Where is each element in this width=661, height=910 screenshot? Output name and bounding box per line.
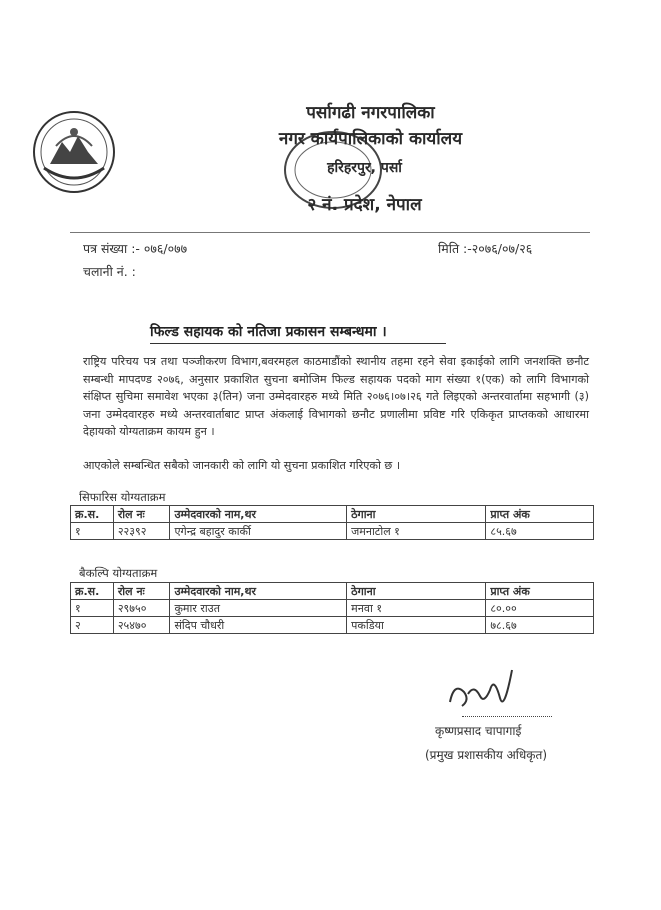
body-paragraph: राष्ट्रिय परिचय पत्र तथा पञ्जीकरण विभाग,बवरमहल काठमाडौंको स्थानीय तहमा रहने सेवा इकाईको लागि जनशक्ति छनौट सम्बन्धी मापदण्ड २०७६, अनुसार प्रकाशित सुचना बमोजिम फिल्ड सहायक पदको माग संख्या १(एक) को लागि विभागको संक्षिप्त सुचिमा समावेश भएका ३(तिन) जना उम्मेदवारहरु मध्ये मिति २०७६।०७।२६ गते लिइएको अन्तरवार्तामा सहभागी (३) जना उम्मेदवारहरु मध्ये अन्तरवार्ताबाट प्राप्त अंकलाई विभागको छनौट प्रणालीमा प्रविष्ट गरि एकिकृत प्राप्तकको आधारमा देहायको योग्यताक्रम कायम हुन । <box>83 355 589 438</box>
col-name: उम्मेदवारको नाम,थर <box>170 583 347 600</box>
letter-date: मिति :-२०७६/०७/२६ <box>438 241 533 256</box>
cell-name: कुमार राउत <box>170 600 347 617</box>
header-divider <box>70 232 590 233</box>
reference-number: पत्र संख्या :- ०७६/०७७ <box>83 241 188 256</box>
col-address: ठेगाना <box>347 583 486 600</box>
header-office-name: नगर कार्यपालिकाको कार्यालय <box>278 129 463 149</box>
cell-name: एगेन्द्र बहादुर कार्की <box>170 523 347 540</box>
alternate-list-title: बैकल्पि योग्यताक्रम <box>79 566 158 580</box>
cell-address: पकडिया <box>347 617 486 634</box>
recommended-table <box>70 505 594 540</box>
cell-address: मनवा १ <box>347 600 486 617</box>
cell-name: संदिप चौधरी <box>170 617 347 634</box>
recommended-list-title: सिफारिस योग्यताक्रम <box>79 490 166 504</box>
table-header-row <box>71 583 594 600</box>
alternate-table <box>70 582 594 634</box>
cell-roll: २९७५० <box>113 600 170 617</box>
col-roll: रोल नः <box>113 583 170 600</box>
col-address: ठेगाना <box>347 506 486 523</box>
body-closing-paragraph: आएकोले सम्बन्धित सबैको जानकारी को लागि यो सुचना प्रकाशित गरिएको छ । <box>83 459 401 472</box>
cell-score: ७८.६७ <box>486 617 594 634</box>
cell-address: जमनाटोल १ <box>347 523 486 540</box>
col-score: प्राप्त अंक <box>486 583 594 600</box>
cell-score: ८५.६७ <box>486 523 594 540</box>
dispatch-number: चलानी नं. : <box>83 264 136 279</box>
col-roll: रोल नः <box>113 506 170 523</box>
signature-icon <box>440 662 530 722</box>
header-address: हरिहरपुर, पर्सा <box>327 160 402 176</box>
col-score: प्राप्त अंक <box>486 506 594 523</box>
col-serial: क्र.स. <box>71 583 114 600</box>
header-province: २ नं. प्रदेश, नेपाल <box>307 195 422 215</box>
table-row <box>71 617 594 634</box>
signature-line <box>462 716 552 717</box>
signatory-name: कृष्णप्रसाद चापागाई <box>435 724 522 738</box>
cell-roll: २२३९२ <box>113 523 170 540</box>
col-serial: क्र.स. <box>71 506 114 523</box>
table-row <box>71 523 594 540</box>
subject-underline <box>150 343 446 344</box>
col-name: उम्मेदवारको नाम,थर <box>170 506 347 523</box>
cell-score: ८०.०० <box>486 600 594 617</box>
cell-serial: १ <box>71 523 114 540</box>
cell-roll: २५४७० <box>113 617 170 634</box>
signatory-title: (प्रमुख प्रशासकीय अधिकृत) <box>425 748 548 762</box>
cell-serial: २ <box>71 617 114 634</box>
table-row <box>71 600 594 617</box>
subject-line: फिल्ड सहायक को नतिजा प्रकासन सम्बन्धमा । <box>150 324 387 340</box>
cell-serial: १ <box>71 600 114 617</box>
header-municipality-name: पर्सागढी नगरपालिका <box>306 103 435 123</box>
table-header-row <box>71 506 594 523</box>
